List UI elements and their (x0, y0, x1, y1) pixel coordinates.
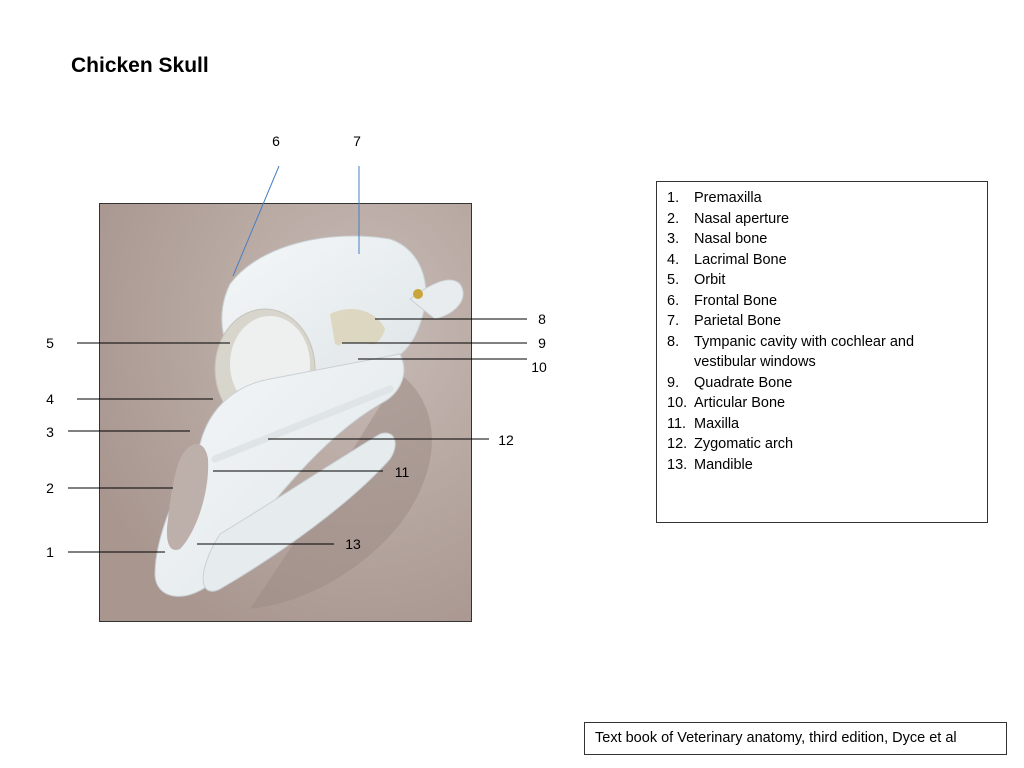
legend-item: 6. Frontal Bone (667, 292, 778, 309)
label-11: 11 (394, 464, 410, 480)
legend-item: 1. Premaxilla (667, 190, 762, 206)
label-4: 4 (46, 391, 54, 407)
label-8: 8 (538, 311, 546, 327)
label-7: 7 (353, 133, 361, 149)
label-3: 3 (46, 424, 54, 440)
legend-item: 3. Nasal bone (667, 231, 768, 247)
label-12: 12 (498, 432, 514, 448)
legend-item: 8. Tympanic cavity with cochlear and vestibular windows (667, 333, 915, 370)
legend-item: 12. Zygomatic arch (667, 436, 794, 452)
label-13: 13 (345, 536, 361, 552)
legend-item: 5. Orbit (667, 272, 726, 288)
legend-item: 4. Lacrimal Bone (667, 251, 787, 268)
page-title: Chicken Skull (71, 54, 209, 77)
citation-box: Text book of Veterinary anatomy, third edition, Dyce et al (584, 722, 1007, 755)
label-6: 6 (272, 133, 280, 149)
legend-item: 2. Nasal aperture (667, 210, 790, 227)
legend-item: 7. Parietal Bone (667, 313, 782, 329)
legend-item: 11. Maxilla (667, 415, 740, 432)
skull-illustration (100, 204, 472, 622)
legend-item: 9. Quadrate Bone (667, 374, 793, 391)
label-10: 10 (531, 359, 547, 375)
legend-box (656, 181, 988, 523)
legend-list (667, 188, 979, 475)
legend-item: 13. Mandible (667, 456, 753, 473)
label-1: 1 (46, 544, 54, 560)
skull-photo (99, 203, 472, 622)
label-2: 2 (46, 480, 54, 496)
label-9: 9 (538, 335, 546, 351)
label-5: 5 (46, 335, 54, 351)
legend-item: 10. Articular Bone (667, 395, 786, 411)
